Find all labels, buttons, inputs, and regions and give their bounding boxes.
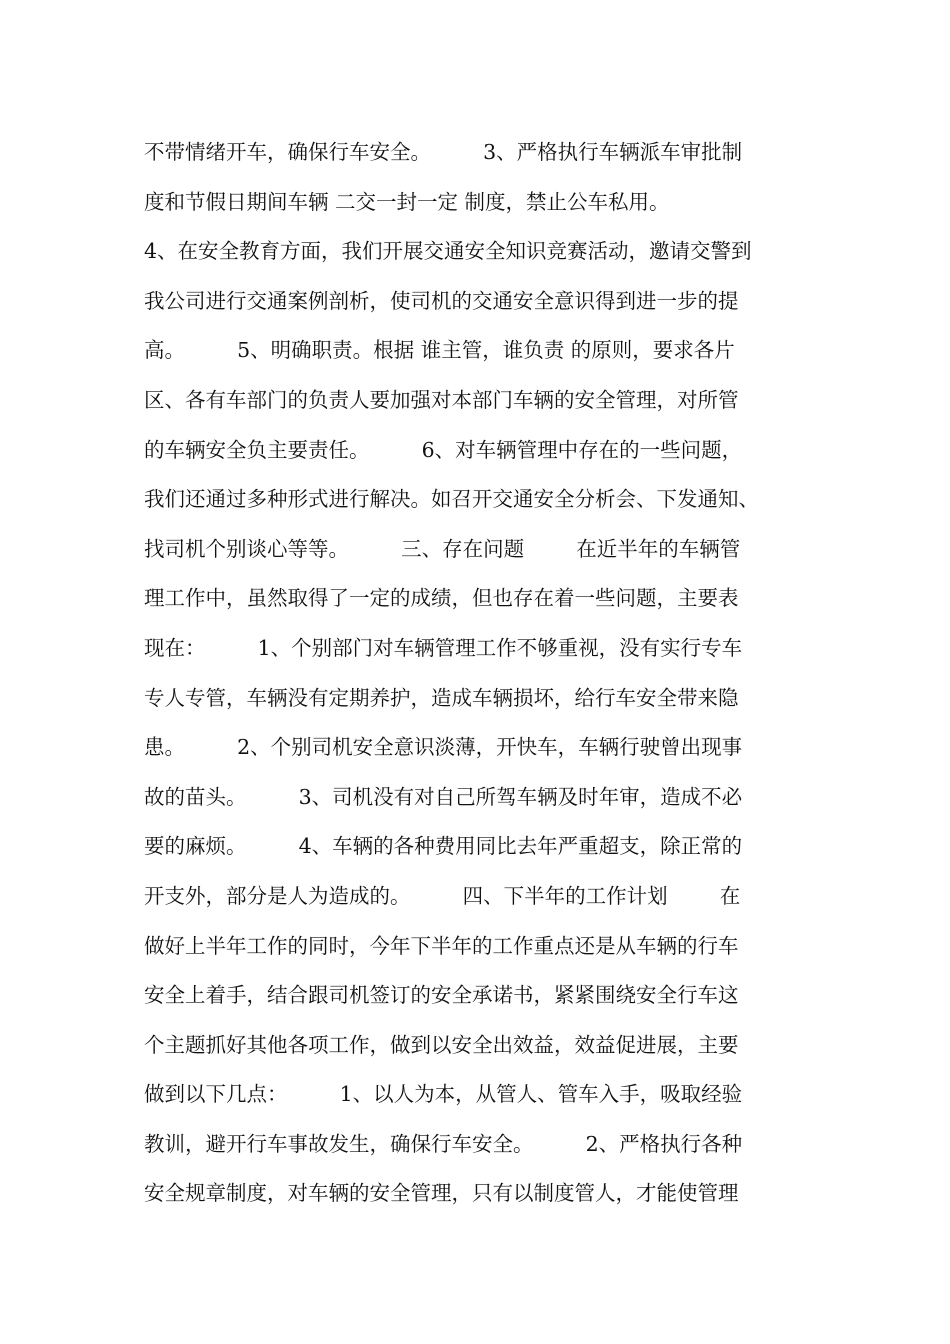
text-line: 我们还通过多种形式进行解决。如召开交通安全分析会、下发通知、 xyxy=(144,487,759,512)
text-line: 现在： 1、个别部门对车辆管理工作不够重视，没有实行专车 xyxy=(144,635,743,660)
text-line: 的车辆安全负主要责任。 6、对车辆管理中存在的一些问题， xyxy=(144,437,743,462)
text-line: 个主题抓好其他各项工作，做到以安全出效益，效益促进展，主要 xyxy=(144,1032,739,1057)
text-line: 患。 2、个别司机安全意识淡薄，开快车，车辆行驶曾出现事 xyxy=(144,735,743,760)
text-line: 做到以下几点： 1、以人为本，从管人、管车入手，吸取经验 xyxy=(144,1082,743,1107)
text-line: 安全规章制度，对车辆的安全管理，只有以制度管人，才能使管理 xyxy=(144,1181,739,1206)
text-line: 开支外，部分是人为造成的。 四、下半年的工作计划 在 xyxy=(144,883,741,908)
text-line: 专人专管，车辆没有定期养护，造成车辆损坏，给行车安全带来隐 xyxy=(144,685,739,710)
text-line: 找司机个别谈心等等。 三、存在问题 在近半年的车辆管 xyxy=(144,536,741,561)
text-line: 教训，避开行车事故发生，确保行车安全。 2、严格执行各种 xyxy=(144,1131,743,1156)
text-line: 做好上半年工作的同时，今年下半年的工作重点还是从车辆的行车 xyxy=(144,933,739,958)
text-line: 高。 5、明确职责。根据 谁主管，谁负责 的原则，要求各片 xyxy=(144,338,735,363)
text-line: 度和节假日期间车辆 二交一封一定 制度，禁止公车私用。 xyxy=(144,189,670,214)
text-line: 理工作中，虽然取得了一定的成绩，但也存在着一些问题，主要表 xyxy=(144,586,739,611)
text-line: 区、各有车部门的负责人要加强对本部门车辆的安全管理，对所管 xyxy=(144,387,739,412)
body-text xyxy=(144,128,834,1219)
text-line: 安全上着手，结合跟司机签订的安全承诺书，紧紧围绕安全行车这 xyxy=(144,983,739,1008)
text-line: 要的麻烦。 4、车辆的各种费用同比去年严重超支，除正常的 xyxy=(144,834,743,859)
text-line: 4、在安全教育方面，我们开展交通安全知识竞赛活动，邀请交警到 xyxy=(144,239,752,264)
text-line: 故的苗头。 3、司机没有对自己所驾车辆及时年审，造成不必 xyxy=(144,784,743,809)
text-line: 不带情绪开车，确保行车安全。 3、严格执行车辆派车审批制 xyxy=(144,140,743,164)
text-line: 我公司进行交通案例剖析，使司机的交通安全意识得到进一步的提 xyxy=(144,288,739,313)
